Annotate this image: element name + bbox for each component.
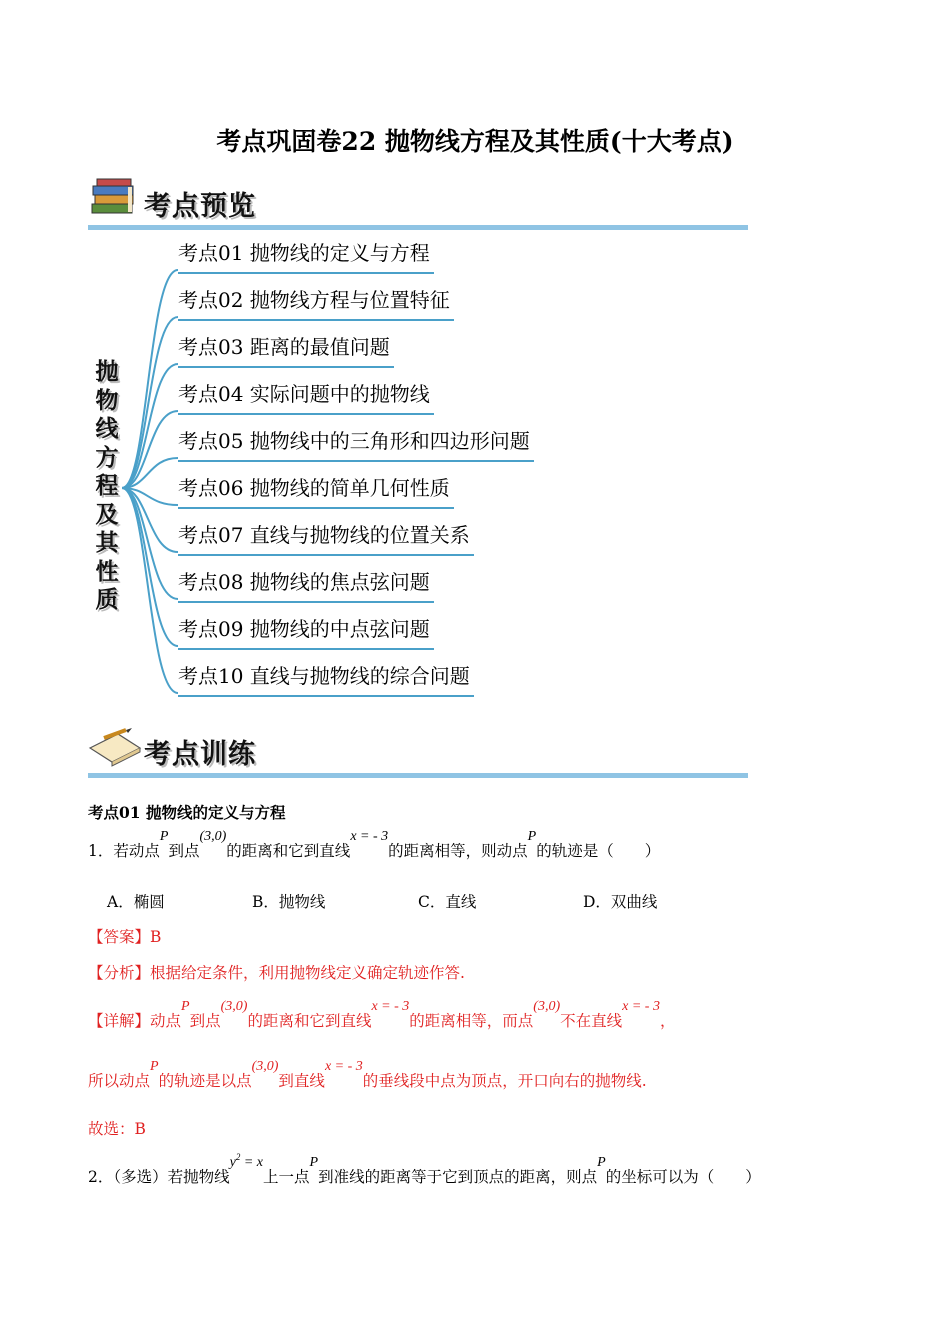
- document-title: 考点巩固卷22 抛物线方程及其性质(十大考点): [216, 127, 734, 156]
- notebook-pencil-icon: [88, 726, 142, 768]
- detail-line-2: 所以动点P的轨迹是以点(3,0)到直线x = - 3的垂线段中点为顶点，开口向右的抛物线.: [88, 1059, 647, 1090]
- tree-item-09: 考点09 抛物线的中点弦问题: [178, 614, 434, 650]
- question-1: 1．若动点P到点(3,0)的距离和它到直线x = - 3的距离相等，则动点P的轨迹是（ ）: [88, 829, 661, 860]
- tree-item-02: 考点02 抛物线方程与位置特征: [178, 285, 454, 321]
- tree-item-03: 考点03 距离的最值问题: [178, 332, 394, 368]
- tree-root-label: 抛物线方程及其性质: [95, 359, 119, 613]
- tree-item-08: 考点08 抛物线的焦点弦问题: [178, 567, 434, 603]
- analysis-line: 【分析】根据给定条件，利用抛物线定义确定轨迹作答.: [88, 964, 465, 982]
- section-header-preview: [88, 178, 748, 230]
- detail-line-1: 【详解】动点P到点(3,0)的距离和它到直线x = - 3的距离相等，而点(3,0)不在直线x = - 3，: [88, 999, 676, 1030]
- topic-heading: 考点01 抛物线的定义与方程: [88, 803, 286, 822]
- option-b[interactable]: B．抛物线: [252, 893, 326, 911]
- q2-equation: $y^2 = x$: [229, 1152, 264, 1170]
- section-title-training: 考点训练: [144, 739, 256, 770]
- option-d[interactable]: D．双曲线: [583, 893, 658, 911]
- tree-item-01: 考点01 抛物线的定义与方程: [178, 238, 434, 274]
- books-icon: [88, 178, 140, 218]
- tree-item-06: 考点06 抛物线的简单几何性质: [178, 473, 454, 509]
- section-divider: [88, 773, 748, 778]
- section-header-training: [88, 726, 748, 778]
- section-title-preview: 考点预览: [144, 191, 256, 222]
- option-a[interactable]: A．椭圆: [107, 893, 165, 911]
- tree-item-10: 考点10 直线与抛物线的综合问题: [178, 661, 474, 697]
- section-divider: [88, 225, 748, 230]
- tree-item-04: 考点04 实际问题中的抛物线: [178, 379, 434, 415]
- question-2: 2．（多选）若抛物线$y^2 = x$上一点P到准线的距离等于它到顶点的距离，则点P的坐标可以为（ ）: [88, 1152, 761, 1186]
- tree-item-07: 考点07 直线与抛物线的位置关系: [178, 520, 474, 556]
- conclusion-line: 故选：B: [88, 1120, 146, 1138]
- option-c[interactable]: C．直线: [418, 893, 477, 911]
- tree-item-05: 考点05 抛物线中的三角形和四边形问题: [178, 426, 534, 462]
- answer-line: 【答案】B: [88, 928, 162, 946]
